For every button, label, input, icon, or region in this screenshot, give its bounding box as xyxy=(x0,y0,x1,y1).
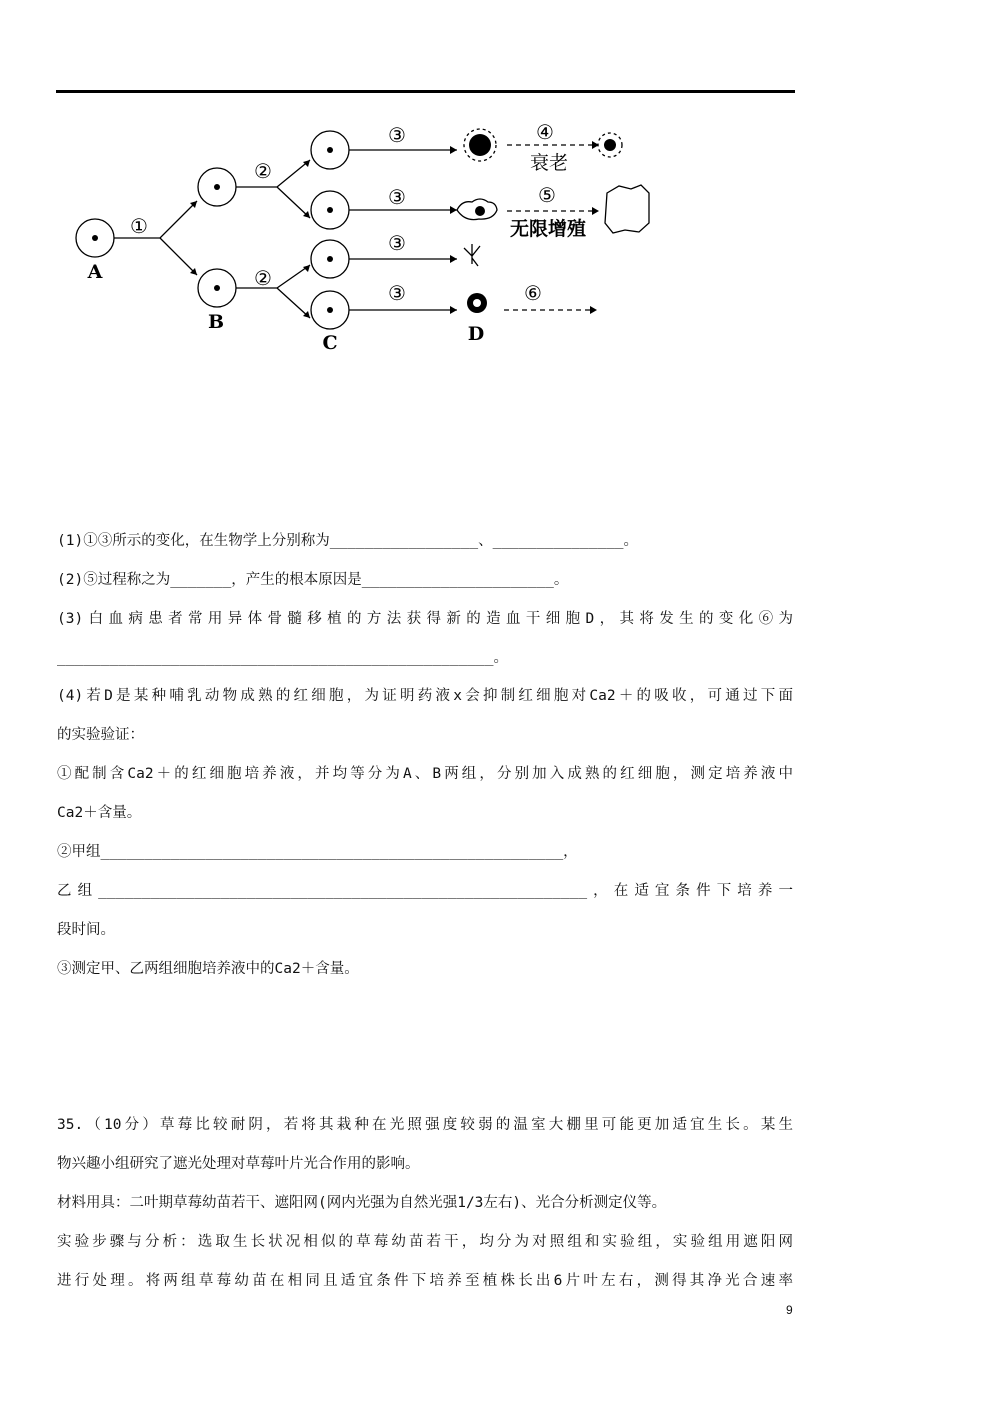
question-2: (2)⑤过程称之为_______，产生的根本原因是______________________。 xyxy=(57,572,569,588)
question-4-cont: 的实验验证： xyxy=(57,727,144,743)
question-3-blank: __________________________________________________。 xyxy=(57,650,508,666)
step-2-lower: ② xyxy=(254,266,272,290)
q35-line-2: 物兴趣小组研究了遮光处理对草莓叶片光合作用的影响。 xyxy=(57,1156,420,1172)
step-4: ④ xyxy=(536,120,554,144)
q35-materials: 材料用具：二叶期草莓幼苗若干、遮阳网(网内光强为自然光强1/3左右)、光合分析测定仪等。 xyxy=(57,1195,667,1211)
label-d: D xyxy=(467,323,485,345)
question-1: (1)①③所示的变化，在生物学上分别称为_________________、_______________。 xyxy=(57,533,639,549)
step-3: ③ xyxy=(388,185,406,209)
label-b: B xyxy=(207,311,225,333)
step-2-upper: ② xyxy=(254,159,272,183)
aging-label: 衰老 xyxy=(529,152,569,174)
step-6: ⑥ xyxy=(524,281,542,305)
step-2-cont: 段时间。 xyxy=(57,922,115,938)
step-5: ⑤ xyxy=(538,183,556,207)
step-3-text: ③测定甲、乙两组细胞培养液中的Ca2＋含量。 xyxy=(57,961,359,977)
step-2-group-a: ②甲组_____________________________________________________， xyxy=(57,844,578,860)
header-rule xyxy=(56,90,795,93)
step-1: ① xyxy=(130,214,148,238)
page-number: 9 xyxy=(786,1303,793,1317)
q35-steps: 实验步骤与分析：选取生长状况相似的草莓幼苗若干，均分为对照组和实验组，实验组用遮阳网 xyxy=(57,1234,793,1250)
unlimited-proliferation-label: 无限增殖 xyxy=(509,218,587,240)
cell-differentiation-diagram xyxy=(62,108,672,358)
step-3: ③ xyxy=(388,281,406,305)
step-1-cont: Ca2＋含量。 xyxy=(57,805,142,821)
q35-steps-cont: 进行处理。将两组草莓幼苗在相同且适宜条件下培养至植株长出6片叶左右，测得其净光合速率 xyxy=(57,1273,793,1289)
step-1-text: ①配制含Ca2＋的红细胞培养液，并均等分为A、B两组，分别加入成熟的红细胞，测定培养液中 xyxy=(57,766,793,782)
label-a: A xyxy=(87,261,103,283)
label-c: C xyxy=(322,332,338,354)
q35-line-1: 35.（10分）草莓比较耐阴，若将其栽种在光照强度较弱的温室大棚里可能更加适宜生长。某生 xyxy=(57,1117,793,1133)
step-2-group-b: 乙组________________________________________________________，在适宜条件下培养一 xyxy=(57,883,793,899)
step-3: ③ xyxy=(388,231,406,255)
step-3: ③ xyxy=(388,123,406,147)
question-4: (4)若D是某种哺乳动物成熟的红细胞，为证明药液x会抑制红细胞对Ca2＋的吸收，可通过下面 xyxy=(57,688,793,704)
question-3: (3)白血病患者常用异体骨髓移植的方法获得新的造血干细胞D，其将发生的变化⑥为 xyxy=(57,611,793,627)
